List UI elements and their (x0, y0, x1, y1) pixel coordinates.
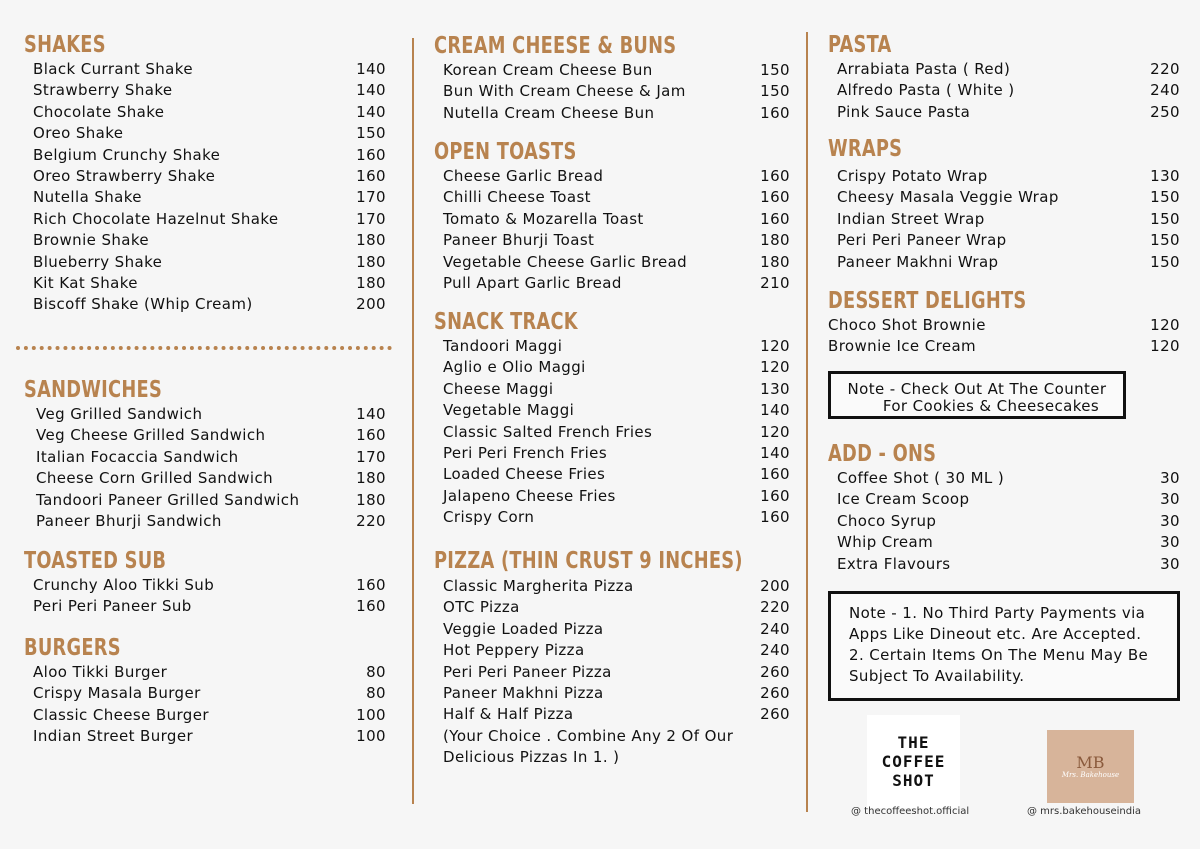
burgers-list (24, 662, 386, 748)
item-name: Brownie Ice Cream (828, 337, 977, 356)
item-name: Biscoff Shake (Whip Cream) (33, 295, 253, 314)
addons-list (828, 468, 1180, 575)
item-price: 180 (356, 274, 386, 293)
menu-item (24, 726, 386, 747)
item-price: 120 (1150, 316, 1180, 334)
counter-note: Note - Check Out At The Counter For Cookies & Cheesecakes (828, 371, 1126, 419)
item-name: Tandoori Maggi (443, 337, 563, 355)
menu-item (828, 230, 1180, 251)
item-price: 140 (760, 444, 790, 463)
section-title: SHAKES (24, 32, 106, 58)
item-price: 30 (1160, 511, 1180, 530)
item-price: 150 (760, 61, 790, 79)
item-name: Peri Peri Paneer Pizza (443, 662, 612, 681)
item-name: Crispy Masala Burger (33, 684, 201, 703)
menu-item (434, 60, 790, 81)
item-name: Oreo Strawberry Shake (33, 167, 216, 186)
item-name: Rich Chocolate Hazelnut Shake (33, 209, 279, 228)
pasta-list (828, 59, 1180, 123)
menu-item (828, 187, 1180, 208)
item-name: Loaded Cheese Fries (443, 465, 606, 484)
section-pasta (828, 31, 1180, 123)
item-price: 160 (760, 209, 790, 228)
item-price: 160 (356, 426, 386, 445)
item-name: Paneer Makhni Wrap (837, 252, 999, 271)
menu-item (24, 252, 386, 273)
item-price: 160 (356, 597, 386, 616)
item-name: Arrabiata Pasta ( Red) (837, 60, 1011, 78)
menu-item (24, 575, 386, 596)
item-name: Crispy Corn (443, 508, 535, 527)
item-price: 140 (356, 60, 386, 78)
section-title: SANDWICHES (24, 377, 163, 403)
item-price: 160 (760, 465, 790, 484)
item-name: Chilli Cheese Toast (443, 188, 591, 207)
item-price: 260 (760, 684, 790, 703)
menu-item (434, 209, 790, 230)
item-name: Indian Street Wrap (837, 209, 985, 228)
section-add-ons (828, 440, 1180, 575)
item-price: 220 (760, 598, 790, 617)
section-title: SNACK TRACK (434, 309, 578, 335)
menu-item (24, 59, 386, 80)
section-title: CREAM CHEESE & BUNS (434, 33, 677, 59)
item-price: 160 (760, 167, 790, 185)
item-name: Nutella Cream Cheese Bun (443, 103, 655, 122)
menu-item (828, 315, 1180, 336)
item-name: Cheesy Masala Veggie Wrap (837, 188, 1059, 207)
menu-item (434, 683, 790, 704)
section-title: PASTA (828, 32, 892, 58)
item-price: 220 (1150, 60, 1180, 78)
item-price: 160 (356, 167, 386, 186)
desserts-list (828, 315, 1180, 358)
item-name: Aglio e Olio Maggi (443, 358, 586, 377)
pizza-note-line-1: (Your Choice . Combine Any 2 Of Our (443, 726, 734, 745)
menu-item (434, 507, 790, 528)
section-wraps (828, 135, 1180, 273)
section-pizza (434, 547, 790, 769)
item-price: 130 (1150, 167, 1180, 185)
section-shakes (24, 31, 386, 316)
menu-item (434, 422, 790, 443)
item-price: 80 (366, 663, 386, 681)
item-price: 150 (356, 124, 386, 143)
section-open-toasts (434, 138, 790, 294)
item-name: Whip Cream (837, 533, 934, 552)
menu-item (27, 511, 386, 532)
item-price: 250 (1150, 102, 1180, 121)
item-name: Bun With Cream Cheese & Jam (443, 82, 686, 101)
snack-track-list (434, 336, 790, 529)
section-title: DESSERT DELIGHTS (828, 288, 1027, 314)
menu-item (24, 166, 386, 187)
item-name: Kit Kat Shake (33, 274, 138, 293)
section-title: ADD - ONS (828, 441, 937, 467)
menu-item (24, 705, 386, 726)
item-name: Paneer Bhurji Toast (443, 231, 595, 250)
item-name: Pink Sauce Pasta (837, 102, 971, 121)
menu-item (828, 166, 1180, 187)
menu-item (24, 294, 386, 315)
item-name: Italian Focaccia Sandwich (36, 447, 239, 466)
item-name: OTC Pizza (443, 598, 520, 617)
menu-item (434, 252, 790, 273)
item-name: Black Currant Shake (33, 60, 193, 78)
menu-item (828, 554, 1180, 575)
item-price: 240 (1150, 81, 1180, 100)
menu-item (434, 704, 790, 725)
item-price: 30 (1160, 469, 1180, 487)
item-name: Peri Peri Paneer Sub (33, 597, 192, 616)
item-price: 150 (1150, 231, 1180, 250)
item-price: 30 (1160, 554, 1180, 573)
item-name: Korean Cream Cheese Bun (443, 61, 653, 79)
section-snack-track (434, 308, 790, 529)
item-price: 150 (1150, 252, 1180, 271)
menu-item (24, 230, 386, 251)
open-toasts-list (434, 166, 790, 294)
item-name: Classic Margherita Pizza (443, 577, 634, 595)
item-name: Paneer Makhni Pizza (443, 684, 604, 703)
item-name: Aloo Tikki Burger (33, 663, 168, 681)
item-price: 140 (356, 405, 386, 423)
item-price: 180 (356, 490, 386, 509)
pizza-note-line-2: Delicious Pizzas In 1. ) (443, 748, 620, 767)
item-price: 120 (760, 358, 790, 377)
menu-item (24, 102, 386, 123)
sandwiches-list (24, 404, 386, 532)
coffee-shot-logo: THE COFFEE SHOT (867, 715, 960, 808)
menu-item (434, 619, 790, 640)
menu-item (434, 597, 790, 618)
item-name: Indian Street Burger (33, 727, 194, 746)
pizza-list (434, 576, 790, 726)
item-name: Brownie Shake (33, 231, 150, 250)
menu-item (828, 468, 1180, 489)
item-price: 100 (356, 727, 386, 746)
item-price: 240 (760, 619, 790, 638)
item-name: Coffee Shot ( 30 ML ) (837, 469, 1005, 487)
menu-item (24, 596, 386, 617)
bakehouse-logo: MB Mrs. Bakehouse (1047, 730, 1134, 803)
menu-item (27, 490, 386, 511)
item-name: Tandoori Paneer Grilled Sandwich (36, 490, 300, 509)
item-price: 240 (760, 641, 790, 660)
section-title: BURGERS (24, 635, 121, 661)
menu-item (828, 59, 1180, 80)
menu-item (434, 640, 790, 661)
shakes-list (24, 59, 386, 316)
menu-item (24, 123, 386, 144)
payment-note: Note - 1. No Third Party Payments via Apps Like Dineout etc. Are Accepted. 2. Certain Items On The Menu May Be Subject To Availability. (828, 591, 1180, 701)
item-price: 30 (1160, 490, 1180, 509)
item-name: Alfredo Pasta ( White ) (837, 81, 1015, 100)
item-name: Strawberry Shake (33, 81, 173, 100)
item-name: Vegetable Cheese Garlic Bread (443, 252, 688, 271)
menu-item (24, 683, 386, 704)
menu-item (828, 511, 1180, 532)
item-name: Pull Apart Garlic Bread (443, 274, 622, 293)
item-name: Chocolate Shake (33, 102, 165, 121)
item-price: 260 (760, 662, 790, 681)
menu-item (434, 166, 790, 187)
item-name: Classic Salted French Fries (443, 422, 653, 441)
item-name: Paneer Bhurji Sandwich (36, 512, 222, 531)
item-price: 180 (760, 252, 790, 271)
menu-item (27, 425, 386, 446)
item-price: 140 (760, 401, 790, 420)
menu-item (434, 357, 790, 378)
item-price: 100 (356, 705, 386, 724)
menu-item (828, 532, 1180, 553)
item-price: 140 (356, 102, 386, 121)
item-price: 180 (760, 231, 790, 250)
cream-cheese-list (434, 60, 790, 124)
menu-item (434, 336, 790, 357)
bakehouse-handle: @ mrs.bakehouseindia (1027, 806, 1142, 817)
item-price: 160 (760, 103, 790, 122)
menu-item (434, 81, 790, 102)
menu-item (434, 443, 790, 464)
item-name: Ice Cream Scoop (837, 490, 970, 509)
item-price: 150 (760, 82, 790, 101)
menu-item (24, 662, 386, 683)
menu-item (434, 273, 790, 294)
item-name: Veg Grilled Sandwich (36, 405, 203, 423)
menu-item (27, 468, 386, 489)
menu-item (434, 576, 790, 597)
section-dessert-delights (828, 287, 1180, 358)
item-price: 140 (356, 81, 386, 100)
menu-item (828, 489, 1180, 510)
wraps-list (828, 166, 1180, 273)
item-name: Cheese Corn Grilled Sandwich (36, 469, 274, 488)
item-price: 170 (356, 188, 386, 207)
toasted-sub-list (24, 575, 386, 618)
item-price: 150 (1150, 209, 1180, 228)
item-price: 160 (356, 145, 386, 164)
item-price: 180 (356, 231, 386, 250)
item-name: Veg Cheese Grilled Sandwich (36, 426, 266, 445)
item-price: 220 (356, 512, 386, 531)
item-price: 120 (1150, 337, 1180, 356)
item-name: Oreo Shake (33, 124, 124, 143)
item-price: 260 (760, 705, 790, 724)
menu-item (27, 404, 386, 425)
item-name: Half & Half Pizza (443, 705, 574, 724)
menu-item (828, 102, 1180, 123)
item-price: 130 (760, 379, 790, 398)
section-sandwiches (24, 376, 386, 532)
item-name: Nutella Shake (33, 188, 142, 207)
menu-item (27, 447, 386, 468)
item-name: Crunchy Aloo Tikki Sub (33, 576, 215, 594)
menu-item (434, 486, 790, 507)
coffee-shot-handle: @ thecoffeeshot.official (851, 806, 970, 817)
item-price: 170 (356, 209, 386, 228)
menu-item (24, 209, 386, 230)
item-name: Blueberry Shake (33, 252, 163, 271)
column-divider-left (412, 38, 414, 804)
item-price: 120 (760, 422, 790, 441)
item-price: 120 (760, 337, 790, 355)
item-name: Vegetable Maggi (443, 401, 575, 420)
item-name: Peri Peri Paneer Wrap (837, 231, 1007, 250)
item-name: Veggie Loaded Pizza (443, 619, 604, 638)
menu-item (24, 273, 386, 294)
item-price: 180 (356, 469, 386, 488)
item-price: 150 (1150, 188, 1180, 207)
menu-item (434, 187, 790, 208)
item-price: 200 (356, 295, 386, 314)
menu-item (434, 230, 790, 251)
item-price: 80 (366, 684, 386, 703)
menu-item (434, 103, 790, 124)
section-title: OPEN TOASTS (434, 139, 577, 165)
item-name: Hot Peppery Pizza (443, 641, 585, 660)
item-name: Extra Flavours (837, 554, 951, 573)
section-title: PIZZA (THIN CRUST 9 INCHES) (434, 548, 743, 574)
section-burgers (24, 634, 386, 748)
menu-item (24, 80, 386, 101)
menu-item (24, 145, 386, 166)
menu-item (828, 209, 1180, 230)
item-name: Choco Shot Brownie (828, 316, 986, 334)
item-price: 30 (1160, 533, 1180, 552)
menu-item (24, 187, 386, 208)
item-name: Classic Cheese Burger (33, 705, 209, 724)
section-title: WRAPS (828, 136, 903, 162)
item-price: 180 (356, 252, 386, 271)
item-price: 160 (760, 486, 790, 505)
item-name: Tomato & Mozarella Toast (443, 209, 644, 228)
item-name: Peri Peri French Fries (443, 444, 608, 463)
item-price: 170 (356, 447, 386, 466)
menu-item (434, 464, 790, 485)
item-price: 160 (760, 508, 790, 527)
item-name: Choco Syrup (837, 511, 937, 530)
column-divider-right (806, 32, 808, 812)
item-name: Cheese Garlic Bread (443, 167, 604, 185)
item-name: Crispy Potato Wrap (837, 167, 988, 185)
item-name: Jalapeno Cheese Fries (443, 486, 616, 505)
section-title: TOASTED SUB (24, 548, 167, 574)
menu-item (434, 379, 790, 400)
item-price: 210 (760, 274, 790, 293)
item-price: 200 (760, 577, 790, 595)
section-toasted-sub (24, 547, 386, 618)
item-name: Belgium Crunchy Shake (33, 145, 221, 164)
section-cream-cheese-buns (434, 32, 790, 124)
menu-item (828, 252, 1180, 273)
menu-item (434, 662, 790, 683)
menu-item (434, 400, 790, 421)
menu-item (828, 80, 1180, 101)
item-price: 160 (760, 188, 790, 207)
dotted-divider (16, 346, 392, 350)
item-name: Cheese Maggi (443, 379, 554, 398)
menu-item (828, 336, 1180, 357)
item-price: 160 (356, 576, 386, 594)
